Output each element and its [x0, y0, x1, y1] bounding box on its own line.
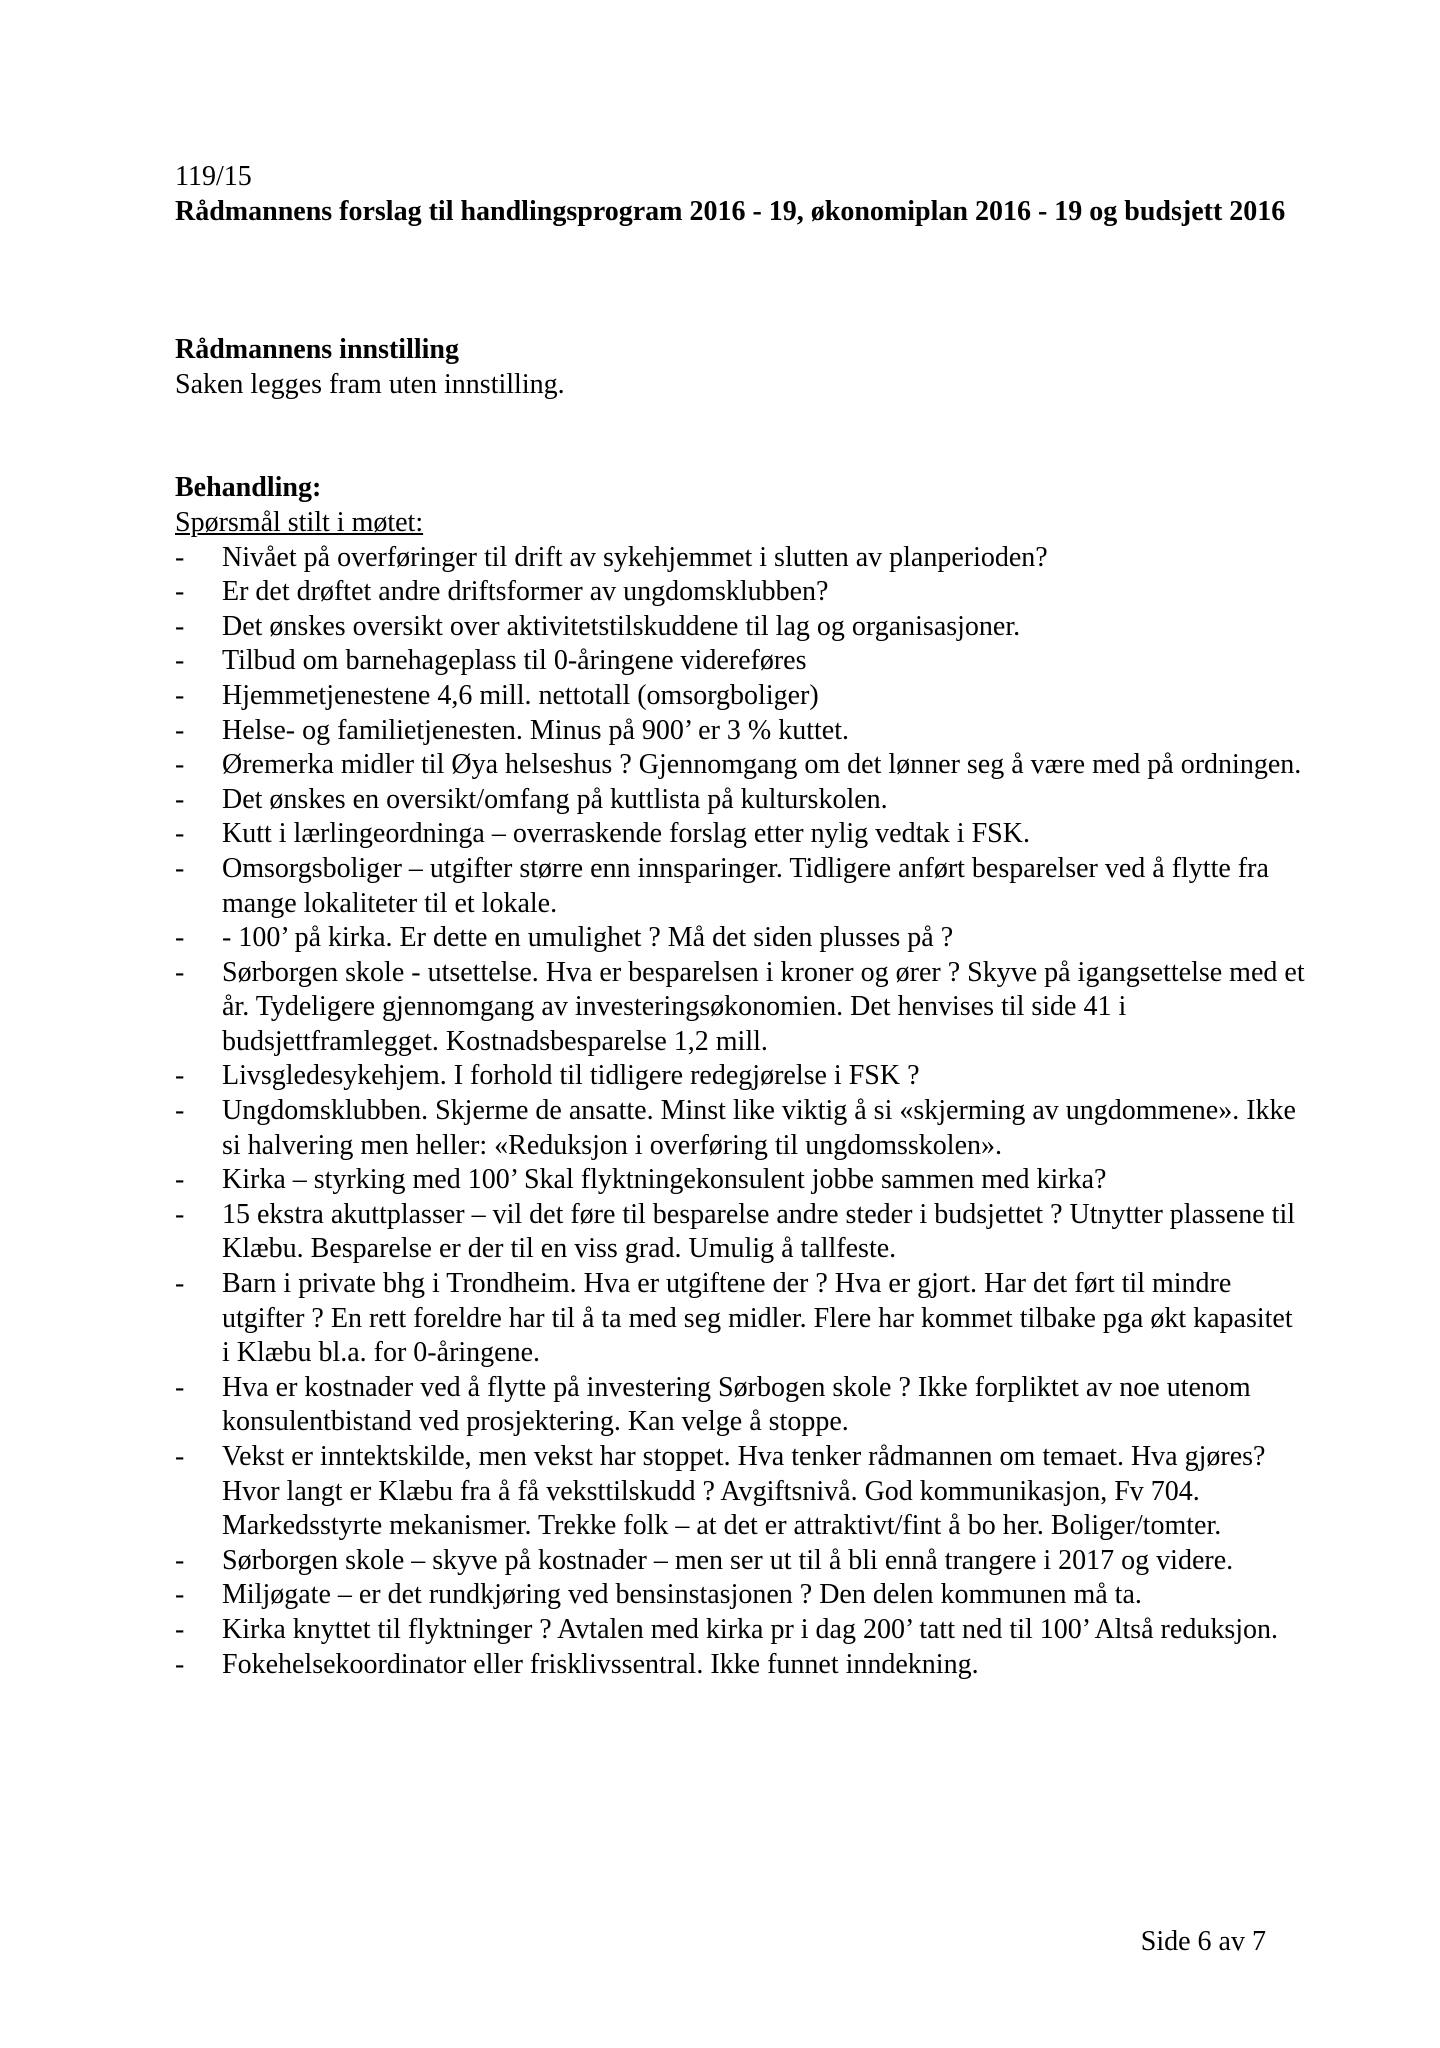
question-text: Vekst er inntektskilde, men vekst har stoppet. Hva tenker rådmannen om temaet. Hva gjøres? Hvor langt er Klæbu fra å få veksttilskudd ? Avgiftsnivå. God kommunikasjon, Fv 704. Markedsstyrte mekanismer. Trekke folk – at det er attraktivt/fint å bo her. Boliger/tomter.	[222, 1441, 1266, 1542]
bullet-dash: -	[175, 1544, 185, 1576]
question-item	[175, 541, 1305, 576]
bullet-dash: -	[175, 714, 185, 746]
question-item	[175, 644, 1305, 679]
question-text: Nivået på overføringer til drift av sykehjemmet i slutten av planperioden?	[222, 541, 1048, 573]
question-item	[175, 1648, 1305, 1683]
bullet-dash: -	[175, 679, 185, 711]
questions-heading: Spørsmål stilt i møtet:	[175, 506, 424, 538]
question-item	[175, 1198, 1305, 1267]
bullet-dash: -	[175, 956, 185, 988]
bullet-dash: -	[175, 749, 185, 781]
bullet-dash: -	[175, 1648, 185, 1680]
recommendation-text: Saken legges fram uten innstilling.	[175, 368, 565, 400]
bullet-dash: -	[175, 1198, 185, 1230]
question-text: Sørborgen skole – skyve på kostnader – men ser ut til å bli ennå trangere i 2017 og videre.	[222, 1544, 1234, 1576]
question-text: - 100’ på kirka. Er dette en umulighet ? Må det siden plusses på ?	[222, 922, 954, 954]
question-item	[175, 956, 1305, 1060]
question-text: Er det drøftet andre driftsformer av ungdomsklubben?	[222, 576, 829, 608]
question-text: Tilbud om barnehageplass til 0-åringene videreføres	[222, 645, 807, 677]
spacer	[175, 229, 1305, 333]
bullet-dash: -	[175, 645, 185, 677]
bullet-dash: -	[175, 1613, 185, 1645]
bullet-dash: -	[175, 1371, 185, 1403]
bullet-dash: -	[175, 1268, 185, 1300]
question-text: Helse- og familietjenesten. Minus på 900’ er 3 % kuttet.	[222, 714, 849, 746]
question-item	[175, 783, 1305, 818]
question-text: Kirka – styrking med 100’ Skal flyktningekonsulent jobbe sammen med kirka?	[222, 1164, 1107, 1196]
question-text: Øremerka midler til Øya helseshus ? Gjennomgang om det lønner seg å være med på ordningen.	[222, 749, 1302, 781]
question-text: 15 ekstra akuttplasser – vil det føre til besparelse andre steder i budsjettet ? Utnytter plassene til Klæbu. Besparelse er der til en viss grad. Umulig å tallfeste.	[222, 1198, 1295, 1265]
question-item	[175, 921, 1305, 956]
question-item	[175, 714, 1305, 749]
recommendation-heading: Rådmannens innstilling	[175, 334, 459, 366]
bullet-dash: -	[175, 922, 185, 954]
question-text: Kirka knyttet til flyktninger ? Avtalen med kirka pr i dag 200’ tatt ned til 100’ Altså reduksjon.	[222, 1613, 1278, 1645]
question-item	[175, 1578, 1305, 1613]
question-item	[175, 1371, 1305, 1440]
bullet-dash: -	[175, 1164, 185, 1196]
question-text: Det ønskes oversikt over aktivitetstilskuddene til lag og organisasjoner.	[222, 610, 1021, 642]
question-item	[175, 817, 1305, 852]
bullet-dash: -	[175, 541, 185, 573]
question-text: Kutt i lærlingeordninga – overraskende forslag etter nylig vedtak i FSK.	[222, 818, 1030, 850]
question-text: Barn i private bhg i Trondheim. Hva er utgiftene der ? Hva er gjort. Har det ført til mindre utgifter ? En rett foreldre har til å ta med seg midler. Flere har kommet tilbake pga økt kapasitet i Klæbu bl.a. for 0-åringene.	[222, 1268, 1293, 1369]
spacer	[175, 402, 1305, 471]
question-item	[175, 748, 1305, 783]
question-item	[175, 575, 1305, 610]
question-item	[175, 610, 1305, 645]
case-title: Rådmannens forslag til handlingsprogram 2016 - 19, økonomiplan 2016 - 19 og budsjett 2016	[175, 195, 1286, 227]
question-item	[175, 679, 1305, 714]
bullet-dash: -	[175, 783, 185, 815]
question-text: Hva er kostnader ved å flytte på investering Sørbogen skole ? Ikke forpliktet av noe utenom konsulentbistand ved prosjektering. Kan velge å stoppe.	[222, 1371, 1251, 1438]
bullet-dash: -	[175, 576, 185, 608]
case-number: 119/15	[175, 161, 252, 192]
questions-list	[175, 541, 1305, 1683]
bullet-dash: -	[175, 852, 185, 884]
document-page	[175, 160, 1305, 1682]
question-text: Sørborgen skole - utsettelse. Hva er besparelsen i kroner og ører ? Skyve på igangsettelse med et år. Tydeligere gjennomgang av investeringsøkonomien. Det henvises til side 41 i budsjettframlegget. Kostnadsbesparelse 1,2 mill.	[222, 956, 1305, 1057]
question-text: Livsgledesykehjem. I forhold til tidligere redegjørelse i FSK ?	[222, 1060, 920, 1092]
bullet-dash: -	[175, 1060, 185, 1092]
question-text: Fokehelsekoordinator eller frisklivssentral. Ikke funnet inndekning.	[222, 1648, 979, 1680]
question-text: Miljøgate – er det rundkjøring ved bensinstasjonen ? Den delen kommunen må ta.	[222, 1579, 1142, 1611]
question-text: Det ønskes en oversikt/omfang på kuttlista på kulturskolen.	[222, 783, 888, 815]
bullet-dash: -	[175, 1095, 185, 1127]
bullet-dash: -	[175, 1441, 185, 1472]
question-item	[175, 1613, 1305, 1648]
bullet-dash: -	[175, 818, 185, 850]
question-text: Hjemmetjenestene 4,6 mill. nettotall (omsorgboliger)	[222, 679, 819, 711]
question-item	[175, 1163, 1305, 1198]
question-item	[175, 1544, 1305, 1579]
treatment-heading: Behandling:	[175, 472, 322, 504]
bullet-dash: -	[175, 610, 185, 642]
question-item	[175, 852, 1305, 921]
question-item	[175, 1440, 1305, 1544]
question-item	[175, 1267, 1305, 1371]
page-number: Side 6 av 7	[1140, 1926, 1266, 1957]
question-item	[175, 1059, 1305, 1094]
question-item	[175, 1094, 1305, 1163]
bullet-dash: -	[175, 1579, 185, 1611]
question-text: Omsorgsboliger – utgifter større enn innsparinger. Tidligere anført besparelser ved å flytte fra mange lokaliteter til et lokale.	[222, 852, 1269, 919]
question-text: Ungdomsklubben. Skjerme de ansatte. Minst like viktig å si «skjerming av ungdommene». Ikke si halvering men heller: «Reduksjon i overføring til ungdomsskolen».	[222, 1095, 1296, 1161]
